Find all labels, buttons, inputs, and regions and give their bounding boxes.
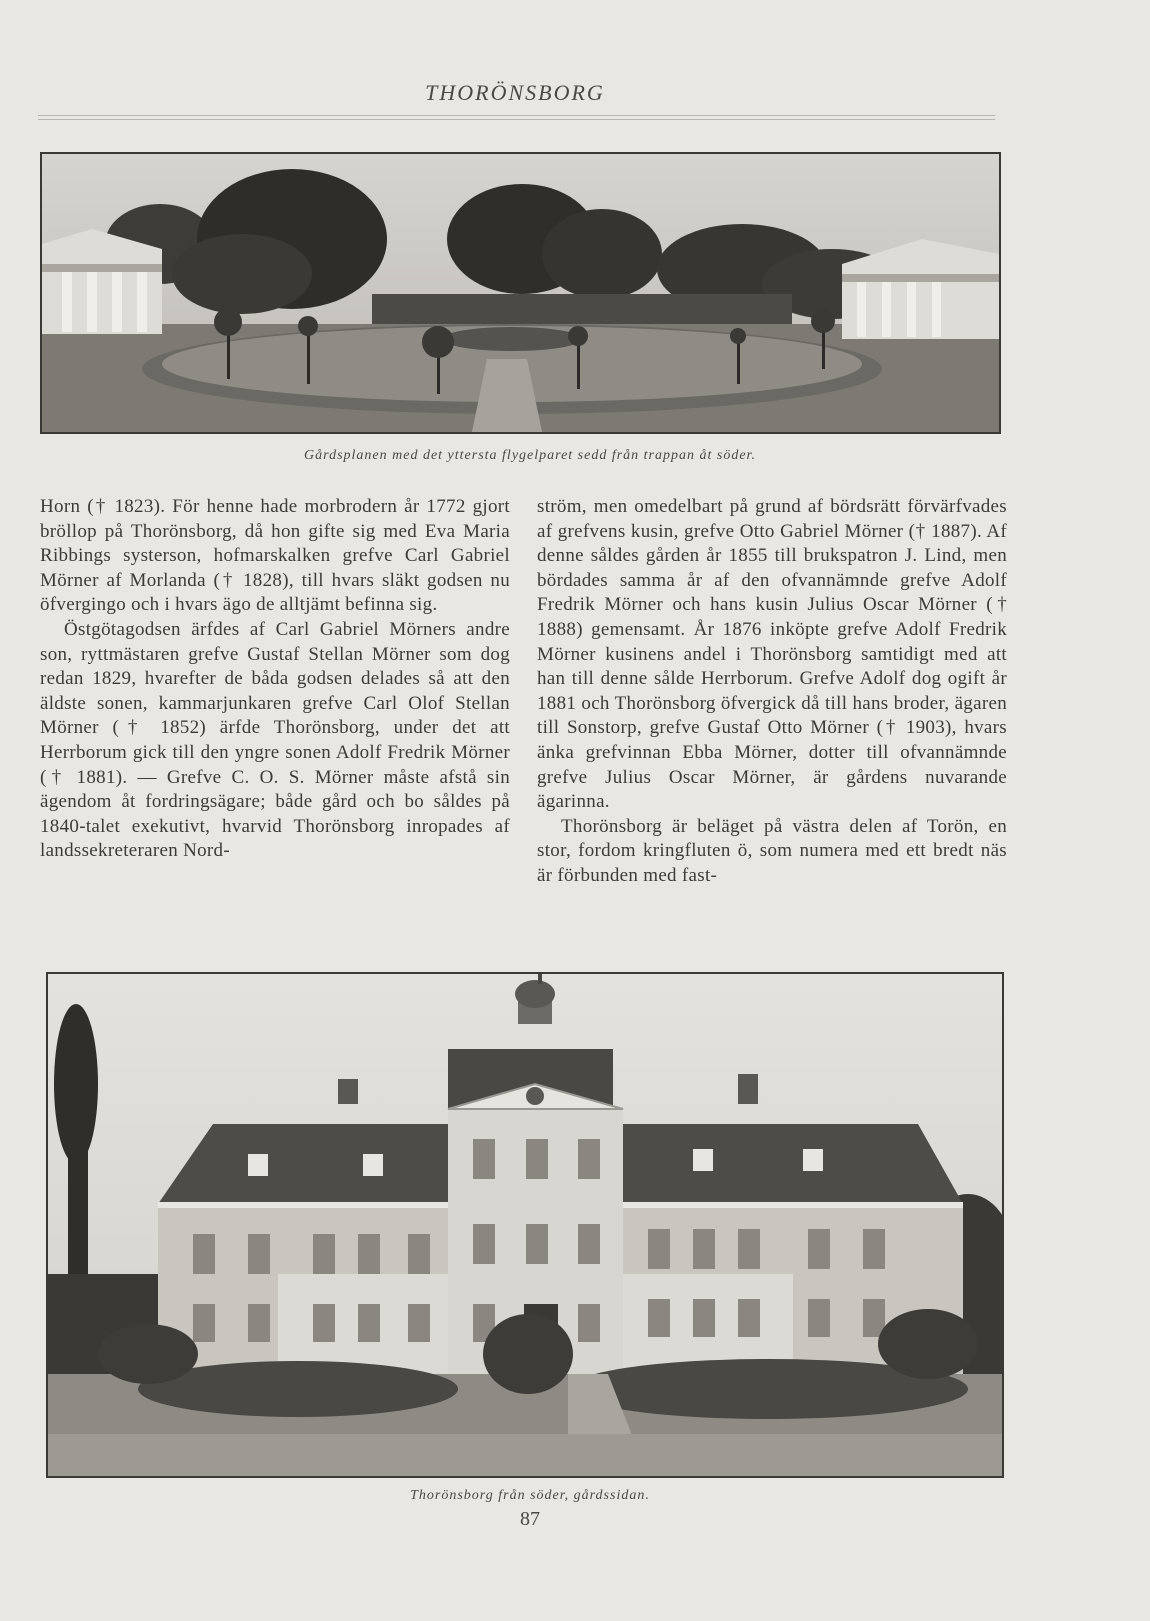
running-head: THORÖNSBORG — [425, 80, 605, 105]
text-column-right — [537, 495, 1007, 889]
figure-caption: Gårdsplanen med det yttersta flygelparet sedd från trappan åt söder. — [304, 448, 756, 463]
paragraph: Thorönsborg är beläget på västra delen af Torön, en stor, fordom kringfluten ö, som numera med ett bredt näs är förbunden med fast- — [537, 815, 1007, 886]
paragraph: Horn († 1823). För henne hade morbrodern år 1772 gjort bröllop på Thorönsborg, då hon gifte sig med Eva Maria Ribbings systerson, hofmarskalken grefve Carl Gabriel Mörner af Morlanda († 1828), till hvars släkt godsen nu öfvergingo och i hvars ägo de alltjämt befinna sig. — [40, 496, 510, 616]
text-column-left — [40, 495, 510, 864]
head-rule — [38, 119, 995, 120]
paragraph: ström, men omedelbart på grund af bördsrätt förvärfvades af grefvens kusin, grefve Otto Gabriel Mörner († 1887). Af denne såldes gården år 1855 till brukspatron J. Lind, men bördades samma år af den ofvannämnde grefve Adolf Fredrik Mörner och hans kusin Julius Oscar Mörner († 1888) gemensamt. År 1876 inköpte grefve Adolf Fredrik Mörner kusinens andel i Thorönsborg samtidigt med att han till denne sålde Herrborum. Grefve Adolf dog ogift år 1881 och Thorönsborg öfvergick då till hans broder, ägaren till Sonstorp, grefve Gustaf Otto Mörner († 1903), hvars änka grefvinnan Ebba Mörner, dotter till ofvannämnde grefve Julius Oscar Mörner, är gårdens nuvarande ägarinna. — [537, 496, 1007, 813]
head-rule — [38, 115, 995, 116]
paragraph: Östgötagodsen ärfdes af Carl Gabriel Mörners andre son, ryttmästaren grefve Gustaf Stellan Mörner som dog redan 1829, hvarefter de båda godsen delades så att den äldste sonen, kammarjunkaren grefve Carl Olof Stellan Mörner († 1852) ärfde Thorönsborg, under det att Herrborum gick till den yngre sonen Adolf Fredrik Mörner († 1881). — Grefve C. O. S. Mörner måste afstå sin ägendom åt fordringsägare; både gård och bo såldes på 1840-talet exekutivt, hvarvid Thorönsborg inropades af landssekreteraren Nord- — [40, 618, 510, 862]
manor-house-photo — [46, 972, 1004, 1478]
page-number: 87 — [520, 1508, 540, 1530]
figure-caption: Thorönsborg från söder, gårdssidan. — [410, 1488, 650, 1503]
courtyard-photo — [40, 152, 1001, 434]
